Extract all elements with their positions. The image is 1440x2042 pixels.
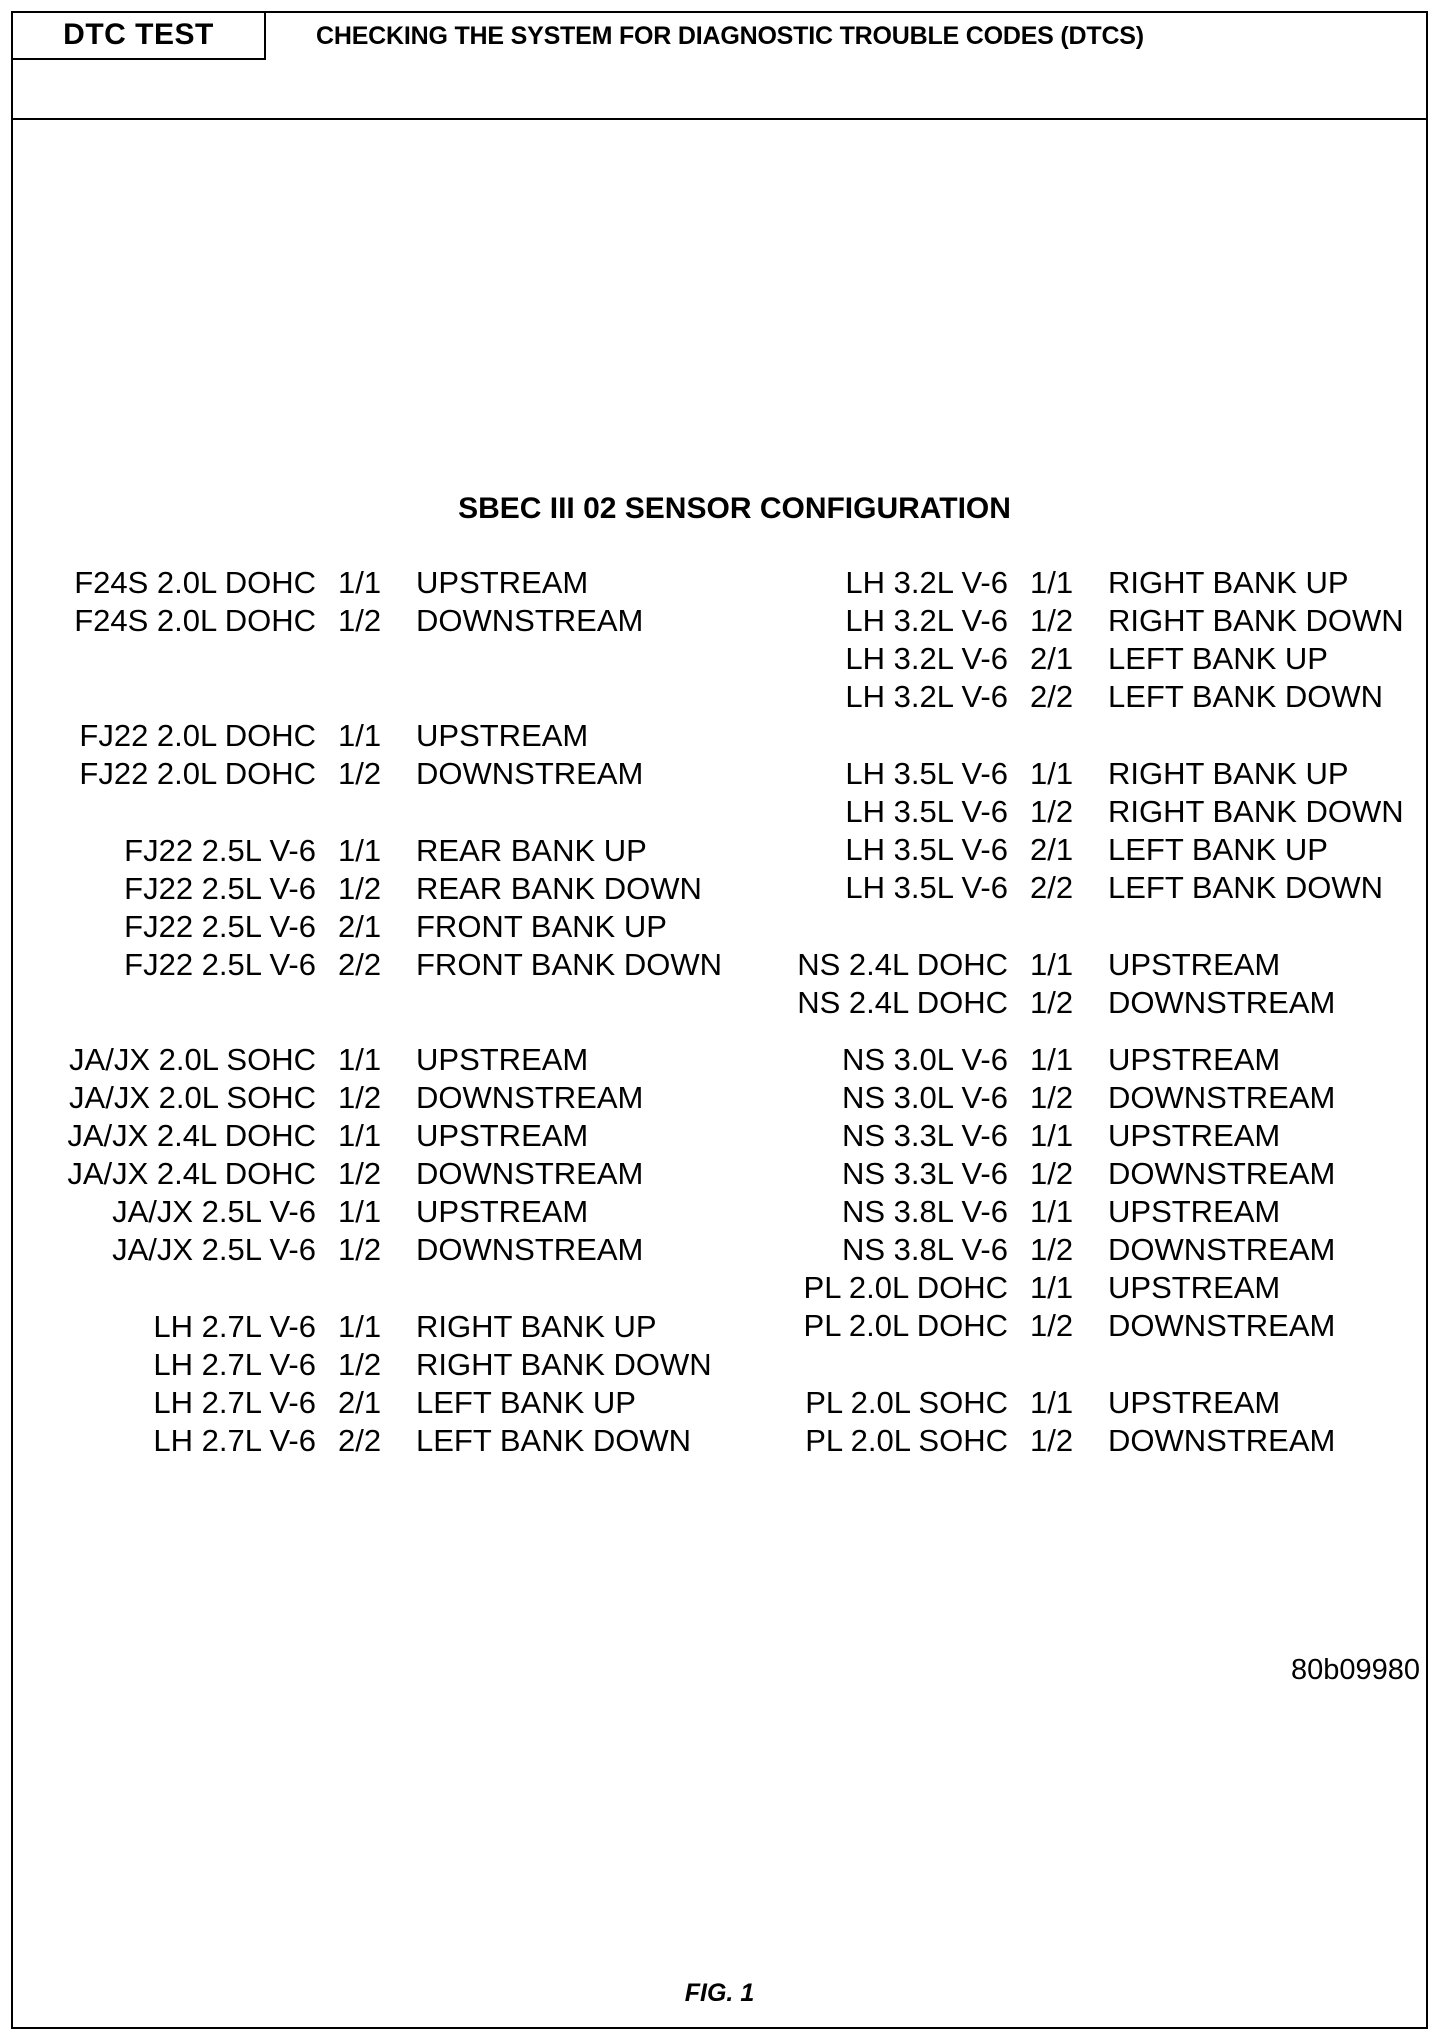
sensor-position: 1/1 bbox=[338, 1118, 382, 1153]
sensor-position: 2/2 bbox=[1030, 679, 1074, 714]
sensor-description: DOWNSTREAM bbox=[416, 1156, 644, 1191]
table-row bbox=[31, 946, 731, 984]
sensor-description: DOWNSTREAM bbox=[1108, 1080, 1336, 1115]
table-row bbox=[740, 1307, 1420, 1345]
sensor-description: DOWNSTREAM bbox=[416, 756, 644, 791]
engine-model: JA/JX 2.0L SOHC bbox=[69, 1080, 316, 1115]
engine-model: NS 3.3L V-6 bbox=[841, 1156, 1008, 1191]
sensor-position: 1/2 bbox=[1030, 794, 1074, 829]
sensor-description: RIGHT BANK DOWN bbox=[1108, 603, 1404, 638]
sensor-description: UPSTREAM bbox=[1108, 1042, 1281, 1077]
engine-model: LH 2.7L V-6 bbox=[153, 1385, 316, 1420]
sensor-position: 1/2 bbox=[1030, 1080, 1074, 1115]
sensor-description: DOWNSTREAM bbox=[416, 1080, 644, 1115]
table-row bbox=[31, 1384, 731, 1422]
sensor-description: DOWNSTREAM bbox=[1108, 1156, 1336, 1191]
table-row bbox=[31, 832, 731, 870]
sensor-description: UPSTREAM bbox=[1108, 1385, 1281, 1420]
config-title: SBEC III 02 SENSOR CONFIGURATION bbox=[458, 492, 1011, 525]
sensor-description: FRONT BANK DOWN bbox=[416, 947, 722, 982]
table-row bbox=[740, 831, 1420, 869]
table-row bbox=[31, 1346, 731, 1384]
sensor-description: UPSTREAM bbox=[416, 1194, 589, 1229]
engine-model: FJ22 2.5L V-6 bbox=[124, 833, 316, 868]
table-row bbox=[740, 984, 1420, 1022]
sensor-description: LEFT BANK DOWN bbox=[1108, 679, 1384, 714]
sensor-position: 1/1 bbox=[1030, 1270, 1074, 1305]
engine-model: NS 3.3L V-6 bbox=[841, 1118, 1008, 1153]
sensor-description: UPSTREAM bbox=[1108, 947, 1281, 982]
table-row bbox=[31, 755, 731, 793]
engine-model: JA/JX 2.4L DOHC bbox=[67, 1156, 316, 1191]
sensor-position: 1/2 bbox=[338, 1232, 382, 1267]
sensor-description: UPSTREAM bbox=[416, 565, 589, 600]
sensor-description: UPSTREAM bbox=[416, 1042, 589, 1077]
engine-model: JA/JX 2.5L V-6 bbox=[112, 1232, 316, 1267]
sensor-position: 1/1 bbox=[338, 833, 382, 868]
engine-model: NS 3.0L V-6 bbox=[841, 1080, 1008, 1115]
sensor-position: 1/1 bbox=[338, 1309, 382, 1344]
sensor-position: 1/2 bbox=[338, 871, 382, 906]
sensor-position: 1/1 bbox=[338, 1194, 382, 1229]
sensor-position: 1/2 bbox=[1030, 1156, 1074, 1191]
page-title: CHECKING THE SYSTEM FOR DIAGNOSTIC TROUBLE CODES (DTCS) bbox=[316, 22, 1144, 50]
engine-model: JA/JX 2.5L V-6 bbox=[112, 1194, 316, 1229]
engine-model: PL 2.0L SOHC bbox=[805, 1385, 1008, 1420]
engine-model: LH 2.7L V-6 bbox=[153, 1309, 316, 1344]
sensor-description: RIGHT BANK DOWN bbox=[416, 1347, 712, 1382]
sensor-position: 1/2 bbox=[1030, 603, 1074, 638]
engine-model: NS 3.8L V-6 bbox=[841, 1194, 1008, 1229]
sensor-description: DOWNSTREAM bbox=[416, 603, 644, 638]
sensor-position: 1/2 bbox=[338, 1080, 382, 1115]
sensor-position: 2/1 bbox=[1030, 641, 1074, 676]
engine-model: LH 2.7L V-6 bbox=[153, 1347, 316, 1382]
table-row bbox=[740, 1231, 1420, 1269]
sensor-position: 1/2 bbox=[1030, 1308, 1074, 1343]
sensor-description: DOWNSTREAM bbox=[1108, 1308, 1336, 1343]
engine-model: LH 3.2L V-6 bbox=[845, 641, 1008, 676]
table-row bbox=[740, 1117, 1420, 1155]
table-row bbox=[31, 1117, 731, 1155]
sensor-position: 2/2 bbox=[1030, 870, 1074, 905]
sensor-position: 1/1 bbox=[338, 1042, 382, 1077]
sensor-description: DOWNSTREAM bbox=[416, 1232, 644, 1267]
table-row bbox=[31, 717, 731, 755]
engine-model: LH 3.2L V-6 bbox=[845, 603, 1008, 638]
engine-model: FJ22 2.0L DOHC bbox=[79, 718, 316, 753]
sensor-position: 2/1 bbox=[338, 909, 382, 944]
table-row bbox=[740, 755, 1420, 793]
sensor-position: 1/2 bbox=[338, 1156, 382, 1191]
engine-model: FJ22 2.5L V-6 bbox=[124, 909, 316, 944]
sensor-description: UPSTREAM bbox=[1108, 1194, 1281, 1229]
engine-model: LH 3.2L V-6 bbox=[845, 679, 1008, 714]
engine-model: NS 2.4L DOHC bbox=[797, 985, 1008, 1020]
sensor-position: 1/2 bbox=[1030, 1423, 1074, 1458]
engine-model: NS 2.4L DOHC bbox=[797, 947, 1008, 982]
table-row bbox=[740, 1193, 1420, 1231]
sensor-description: RIGHT BANK UP bbox=[1108, 756, 1349, 791]
table-row bbox=[740, 869, 1420, 907]
sensor-position: 1/2 bbox=[1030, 1232, 1074, 1267]
engine-model: LH 3.2L V-6 bbox=[845, 565, 1008, 600]
sensor-description: RIGHT BANK UP bbox=[1108, 565, 1349, 600]
sensor-position: 2/1 bbox=[1030, 832, 1074, 867]
sensor-description: LEFT BANK UP bbox=[1108, 832, 1328, 867]
table-row bbox=[740, 793, 1420, 831]
table-row bbox=[740, 640, 1420, 678]
sensor-description: UPSTREAM bbox=[1108, 1270, 1281, 1305]
sensor-position: 1/1 bbox=[1030, 1042, 1074, 1077]
sensor-position: 1/1 bbox=[1030, 947, 1074, 982]
table-row bbox=[740, 1041, 1420, 1079]
table-row bbox=[31, 1155, 731, 1193]
table-row bbox=[31, 908, 731, 946]
sensor-position: 1/1 bbox=[1030, 1194, 1074, 1229]
table-row bbox=[740, 1422, 1420, 1460]
sensor-position: 1/1 bbox=[338, 718, 382, 753]
sensor-position: 1/1 bbox=[338, 565, 382, 600]
table-row bbox=[31, 1308, 731, 1346]
sensor-description: RIGHT BANK DOWN bbox=[1108, 794, 1404, 829]
table-row bbox=[31, 870, 731, 908]
sensor-description: LEFT BANK UP bbox=[416, 1385, 636, 1420]
sensor-description: DOWNSTREAM bbox=[1108, 1232, 1336, 1267]
engine-model: LH 3.5L V-6 bbox=[845, 832, 1008, 867]
table-row bbox=[740, 946, 1420, 984]
table-row bbox=[740, 564, 1420, 602]
table-row bbox=[740, 1155, 1420, 1193]
figure-caption: FIG. 1 bbox=[684, 1979, 755, 2007]
engine-model: LH 2.7L V-6 bbox=[153, 1423, 316, 1458]
engine-model: FJ22 2.5L V-6 bbox=[124, 871, 316, 906]
sensor-position: 1/2 bbox=[338, 603, 382, 638]
table-row bbox=[740, 1079, 1420, 1117]
sensor-position: 1/1 bbox=[1030, 1118, 1074, 1153]
sensor-description: RIGHT BANK UP bbox=[416, 1309, 657, 1344]
sensor-position: 1/2 bbox=[338, 756, 382, 791]
sensor-position: 1/2 bbox=[338, 1347, 382, 1382]
engine-model: NS 3.0L V-6 bbox=[841, 1042, 1008, 1077]
table-row bbox=[31, 1231, 731, 1269]
engine-model: JA/JX 2.4L DOHC bbox=[67, 1118, 316, 1153]
engine-model: F24S 2.0L DOHC bbox=[74, 603, 316, 638]
sensor-position: 2/2 bbox=[338, 947, 382, 982]
engine-model: F24S 2.0L DOHC bbox=[74, 565, 316, 600]
table-row bbox=[740, 602, 1420, 640]
engine-model: LH 3.5L V-6 bbox=[845, 794, 1008, 829]
sensor-position: 2/1 bbox=[338, 1385, 382, 1420]
table-row bbox=[31, 1079, 731, 1117]
table-row bbox=[31, 1193, 731, 1231]
engine-model: PL 2.0L DOHC bbox=[803, 1270, 1008, 1305]
sensor-position: 2/2 bbox=[338, 1423, 382, 1458]
table-row bbox=[740, 1384, 1420, 1422]
table-row bbox=[740, 1269, 1420, 1307]
sensor-description: REAR BANK UP bbox=[416, 833, 647, 868]
sensor-description: UPSTREAM bbox=[416, 1118, 589, 1153]
sensor-description: LEFT BANK DOWN bbox=[1108, 870, 1384, 905]
table-row bbox=[31, 602, 731, 640]
sensor-position: 1/1 bbox=[1030, 756, 1074, 791]
sensor-description: FRONT BANK UP bbox=[416, 909, 667, 944]
sensor-description: REAR BANK DOWN bbox=[416, 871, 702, 906]
engine-model: JA/JX 2.0L SOHC bbox=[69, 1042, 316, 1077]
header-band bbox=[13, 13, 1426, 120]
figure-id: 80b09980 bbox=[1290, 1654, 1420, 1686]
engine-model: NS 3.8L V-6 bbox=[841, 1232, 1008, 1267]
engine-model: FJ22 2.0L DOHC bbox=[79, 756, 316, 791]
sensor-description: LEFT BANK DOWN bbox=[416, 1423, 692, 1458]
sensor-description: UPSTREAM bbox=[416, 718, 589, 753]
table-row bbox=[740, 678, 1420, 716]
sensor-position: 1/2 bbox=[1030, 985, 1074, 1020]
sensor-description: UPSTREAM bbox=[1108, 1118, 1281, 1153]
sensor-position: 1/1 bbox=[1030, 565, 1074, 600]
section-label: DTC TEST bbox=[13, 13, 266, 60]
sensor-description: DOWNSTREAM bbox=[1108, 985, 1336, 1020]
engine-model: LH 3.5L V-6 bbox=[845, 756, 1008, 791]
table-row bbox=[31, 1041, 731, 1079]
engine-model: LH 3.5L V-6 bbox=[845, 870, 1008, 905]
table-row bbox=[31, 1422, 731, 1460]
engine-model: FJ22 2.5L V-6 bbox=[124, 947, 316, 982]
table-row bbox=[31, 564, 731, 602]
engine-model: PL 2.0L SOHC bbox=[805, 1423, 1008, 1458]
sensor-description: DOWNSTREAM bbox=[1108, 1423, 1336, 1458]
document-page bbox=[11, 11, 1428, 2029]
engine-model: PL 2.0L DOHC bbox=[803, 1308, 1008, 1343]
sensor-position: 1/1 bbox=[1030, 1385, 1074, 1420]
sensor-description: LEFT BANK UP bbox=[1108, 641, 1328, 676]
